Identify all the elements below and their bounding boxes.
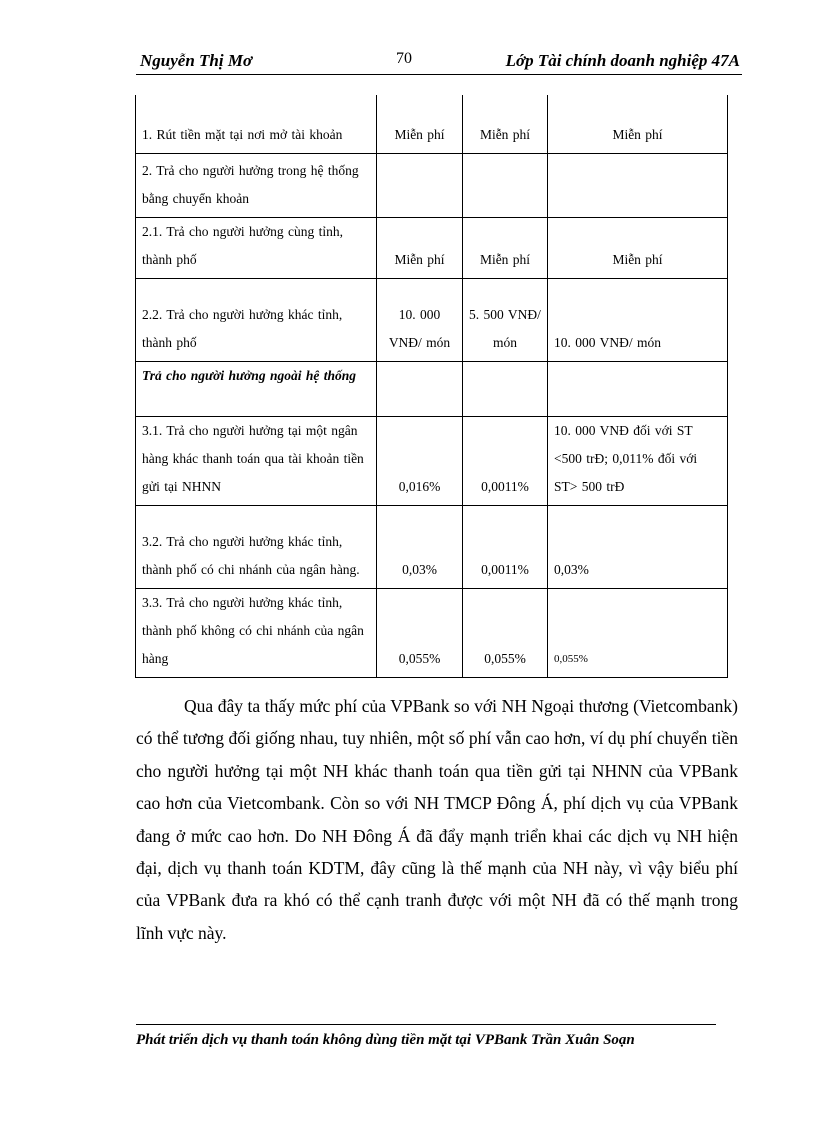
- table-cell: 0,016%: [377, 416, 463, 505]
- table-cell: 0,055%: [377, 588, 463, 677]
- row-label: 2. Trả cho người hưởng trong hệ thống bằng chuyển khoản: [136, 153, 377, 217]
- table-cell: 0,055%: [463, 588, 548, 677]
- section-heading: Trả cho người hưởng ngoài hệ thống: [136, 361, 377, 416]
- table-cell: [377, 153, 463, 217]
- table-row: [136, 278, 728, 361]
- table-cell: [463, 153, 548, 217]
- table-cell: [463, 361, 548, 416]
- table-cell: 10. 000 VNĐ/ món: [548, 278, 728, 361]
- table-cell: Miễn phí: [548, 95, 728, 153]
- row-label: 1. Rút tiền mặt tại nơi mở tài khoản: [136, 95, 377, 153]
- table-row: [136, 153, 728, 217]
- table-cell: Miễn phí: [463, 217, 548, 278]
- row-label: 3.2. Trả cho người hưởng khác tỉnh, thành phố có chi nhánh của ngân hàng.: [136, 505, 377, 588]
- table-cell: Miễn phí: [377, 95, 463, 153]
- header-author: Nguyễn Thị Mơ: [140, 51, 253, 70]
- table-cell: 0,0011%: [463, 416, 548, 505]
- table-cell: 10. 000 VNĐ/ món: [377, 278, 463, 361]
- table-cell: 0,03%: [548, 505, 728, 588]
- table-cell: 10. 000 VNĐ đối với ST <500 trĐ; 0,011% đối với ST> 500 trĐ: [548, 416, 728, 505]
- table-cell: Miễn phí: [548, 217, 728, 278]
- table-cell: 5. 500 VNĐ/ món: [463, 278, 548, 361]
- table-cell: [377, 361, 463, 416]
- table-cell: 0,055%: [548, 588, 728, 677]
- header-class-name: Lớp Tài chính doanh nghiệp 47A: [505, 51, 740, 70]
- row-label: 3.3. Trả cho người hưởng khác tỉnh, thành phố không có chi nhánh của ngân hàng: [136, 588, 377, 677]
- body-paragraph: Qua đây ta thấy mức phí của VPBank so với NH Ngoại thương (Vietcombank) có thể tương đối giống nhau, tuy nhiên, một số phí vẫn cao hơn, ví dụ phí chuyển tiền cho người hưởng tại một NH khác thanh toán qua tiền gửi tại NHNN của VPBank cao hơn của Vietcombank. Còn so với NH TMCP Đông Á, phí dịch vụ của VPBank đang ở mức cao hơn. Do NH Đông Á đã đẩy mạnh triển khai các dịch vụ NH hiện đại, dịch vụ thanh toán KDTM, đây cũng là thế mạnh của NH này, vì vậy biểu phí của VPBank đưa ra khó có thể cạnh tranh được với một NH đã có thế mạnh trong lĩnh vực này.: [136, 696, 738, 943]
- table-cell: [548, 153, 728, 217]
- row-label: 2.2. Trả cho người hưởng khác tỉnh, thành phố: [136, 278, 377, 361]
- table-row: [136, 217, 728, 278]
- table-row: [136, 95, 728, 153]
- table-row: [136, 416, 728, 505]
- table-cell: Miễn phí: [463, 95, 548, 153]
- table-cell: [548, 361, 728, 416]
- fee-comparison-table: [135, 95, 728, 678]
- table-cell: 0,03%: [377, 505, 463, 588]
- table-cell: Miễn phí: [377, 217, 463, 278]
- table-row: [136, 361, 728, 416]
- table-cell: 0,0011%: [463, 505, 548, 588]
- page-header: [136, 48, 742, 75]
- table-row: [136, 505, 728, 588]
- table-row: [136, 588, 728, 677]
- page-footer: Phát triển dịch vụ thanh toán không dùng tiền mặt tại VPBank Trần Xuân Soạn: [136, 1024, 716, 1049]
- row-label: 2.1. Trả cho người hưởng cùng tỉnh, thành phố: [136, 217, 377, 278]
- row-label: 3.1. Trả cho người hưởng tại một ngân hàng khác thanh toán qua tài khoản tiền gửi tại NHNN: [136, 416, 377, 505]
- page-number: 70: [396, 50, 412, 67]
